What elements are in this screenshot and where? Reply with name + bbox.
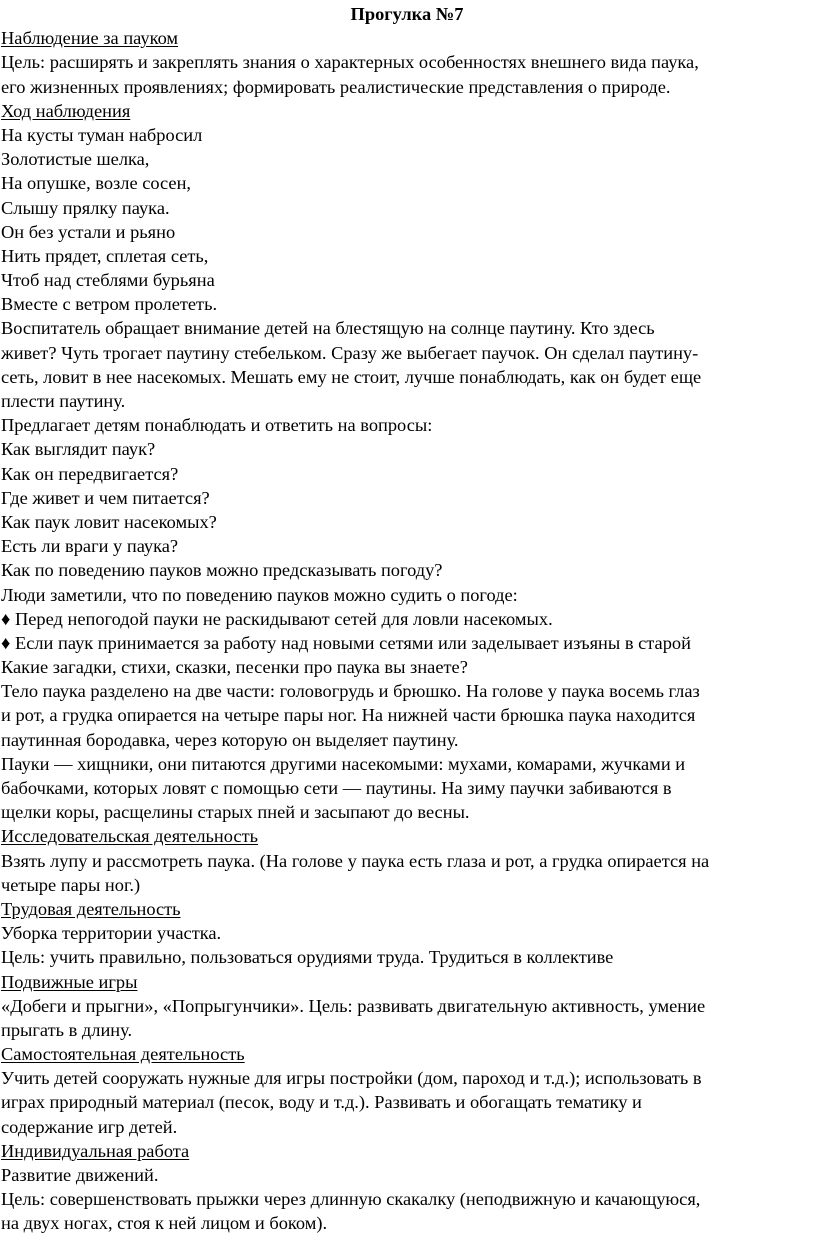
text-line: на двух ногах, стоя к ней лицом и боком). <box>1 1213 328 1234</box>
section-heading <box>1 99 813 123</box>
section-heading <box>1 824 813 848</box>
text-line: плести паутину. <box>1 391 126 411</box>
section-heading <box>1 1139 813 1163</box>
text-line: Нить прядет, сплетая сеть, <box>1 245 209 266</box>
section-heading <box>1 26 813 50</box>
text-line: На опушке, возле сосен, <box>1 173 192 194</box>
text-line: Он без устали и рьяно <box>1 221 176 242</box>
section-heading-text: Подвижные игры <box>1 971 138 992</box>
section-heading-text: Самостоятельная деятельность <box>1 1044 245 1065</box>
text-line: Пауки — хищники, они питаются другими насекомыми: мухами, комарами, жучками и <box>1 753 686 774</box>
text-line: Какие загадки, стихи, сказки, песенки про паука вы знаете? <box>1 657 468 678</box>
section-heading <box>1 897 813 921</box>
text-line: Как по поведению пауков можно предсказывать погоду? <box>1 560 443 581</box>
text-line: Учить детей сооружать нужные для игры постройки (дом, пароход и т.д.); использовать в <box>1 1068 702 1089</box>
text-line: Цель: расширять и закреплять знания о характерных особенностях внешнего вида паука, <box>1 52 699 73</box>
text-line: Тело паука разделено на две части: головогрудь и брюшко. На голове у паука восемь глаз <box>1 681 700 702</box>
text-line: Люди заметили, что по поведению пауков можно судить о погоде: <box>1 584 518 605</box>
text-line: Воспитатель обращает внимание детей на блестящую на солнце паутину. Кто здесь <box>1 318 655 339</box>
text-line: четыре пары ног.) <box>1 874 141 895</box>
text-line: живет? Чуть трогает паутину стебельком. Сразу же выбегает паучок. Он сделал паутину- <box>1 342 699 363</box>
text-line: Уборка территории участка. <box>1 923 222 944</box>
text-line: Предлагает детям понаблюдать и ответить на вопросы: <box>1 415 433 436</box>
text-line: Цель: учить правильно, пользоваться орудиями труда. Трудиться в коллективе <box>1 947 614 968</box>
document-page <box>1 2 813 1236</box>
section-heading-text: Ход наблюдения <box>1 100 131 121</box>
text-line: Развитие движений. <box>1 1165 159 1185</box>
text-line: «Добеги и прыгни», «Попрыгунчики». Цель: развивать двигательную активность, умение <box>1 995 706 1016</box>
text-line: Цель: совершенствовать прыжки через длинную скакалку (неподвижную и качающуюся, <box>1 1189 701 1210</box>
document-body <box>1 26 813 1235</box>
section-heading-text: Индивидуальная работа <box>1 1140 190 1161</box>
text-line: содержание игр детей. <box>1 1116 178 1137</box>
text-line: Взять лупу и рассмотреть паука. (На голове у паука есть глаза и рот, а грудка опирается на <box>1 850 710 871</box>
text-line: Слышу прялку паука. <box>1 197 170 218</box>
section-heading <box>1 970 813 994</box>
text-line: щелки коры, расщелины старых пней и засыпают до весны. <box>1 802 470 823</box>
text-line: прыгать в длину. <box>1 1019 133 1040</box>
section-heading-text: Трудовая деятельность <box>1 898 181 919</box>
text-line: Как выглядит паук? <box>1 439 156 460</box>
text-line: Как паук ловит насекомых? <box>1 511 217 532</box>
text-line: Как он передвигается? <box>1 463 179 484</box>
section-heading <box>1 1042 813 1066</box>
section-heading-text: Исследовательская деятельность <box>1 826 259 847</box>
text-line: Золотистые шелка, <box>1 149 150 170</box>
text-line: ♦ Если паук принимается за работу над новыми сетями или заделывает изъяны в старой <box>1 632 691 653</box>
section-heading-text: Наблюдение за пауком <box>1 28 179 49</box>
text-line: его жизненных проявлениях; формировать реалистические представления о природе. <box>1 76 671 97</box>
text-line: ♦ Перед непогодой пауки не раскидывают сетей для ловли насекомых. <box>1 608 553 629</box>
text-line: Чтоб над стеблями бурьяна <box>1 270 215 291</box>
text-line: паутинная бородавка, через которую он выделяет паутину. <box>1 729 459 750</box>
text-line: сеть, ловит в нее насекомых. Мешать ему не стоит, лучше понаблюдать, как он будет еще <box>1 366 702 387</box>
text-line: играх природный материал (песок, воду и т.д.). Развивать и обогащать тематику и <box>1 1092 642 1113</box>
text-line: и рот, а грудка опирается на четыре пары ног. На нижней части брюшка паука находится <box>1 705 696 726</box>
text-line: бабочками, которых ловят с помощью сети — паутины. На зиму паучки забиваются в <box>1 778 672 798</box>
text-line: Где живет и чем питается? <box>1 487 210 508</box>
text-line: На кусты туман набросил <box>1 124 203 145</box>
document-title: Прогулка №7 <box>350 4 464 24</box>
text-line: Есть ли враги у паука? <box>1 536 179 557</box>
text-line: Вместе с ветром пролететь. <box>1 294 218 315</box>
